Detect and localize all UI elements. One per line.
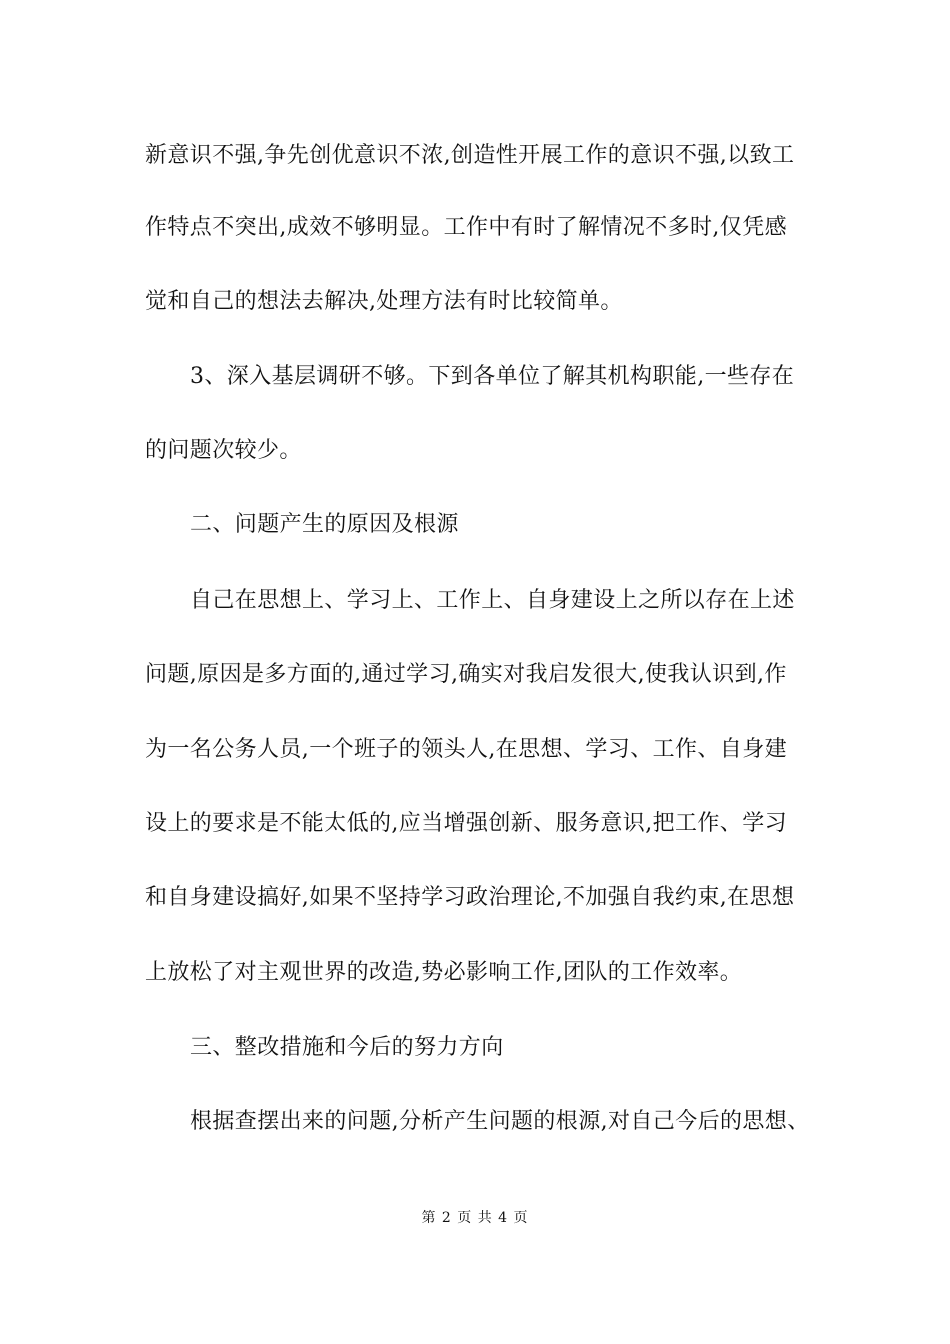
body-text-line: 设上的要求是不能太低的,应当增强创新、服务意识,把工作、学习	[145, 811, 787, 836]
page-number-footer: 第 2 页 共 4 页	[421, 1210, 529, 1226]
body-text-line: 新意识不强,争先创优意识不浓,创造性开展工作的意识不强,以致工	[145, 143, 795, 168]
body-text-line: 自己在思想上、学习上、工作上、自身建设上之所以存在上述	[190, 588, 795, 613]
section-heading: 二、问题产生的原因及根源	[190, 512, 459, 537]
body-text-line: 觉和自己的想法去解决,处理方法有时比较简单。	[145, 289, 623, 314]
body-text-line: 为一名公务人员,一个班子的领头人,在思想、学习、工作、自身建	[145, 737, 787, 762]
body-text-line: 问题,原因是多方面的,通过学习,确实对我启发很大,使我认识到,作	[145, 662, 787, 687]
body-text-line: 根据查摆出来的问题,分析产生问题的根源,对自己今后的思想、	[190, 1109, 810, 1134]
section-heading: 三、整改措施和今后的努力方向	[190, 1035, 504, 1060]
body-text-line: 上放松了对主观世界的改造,势必影响工作,团队的工作效率。	[145, 960, 743, 985]
body-text-line: 和自身建设搞好,如果不坚持学习政治理论,不加强自我约束,在思想	[145, 885, 795, 910]
body-text-line: 作特点不突出,成效不够明显。工作中有时了解情况不多时,仅凭感	[145, 215, 787, 240]
body-text-line: 的问题次较少。	[145, 438, 302, 463]
body-text-line: 3、深入基层调研不够。下到各单位了解其机构职能,一些存在	[190, 364, 795, 389]
